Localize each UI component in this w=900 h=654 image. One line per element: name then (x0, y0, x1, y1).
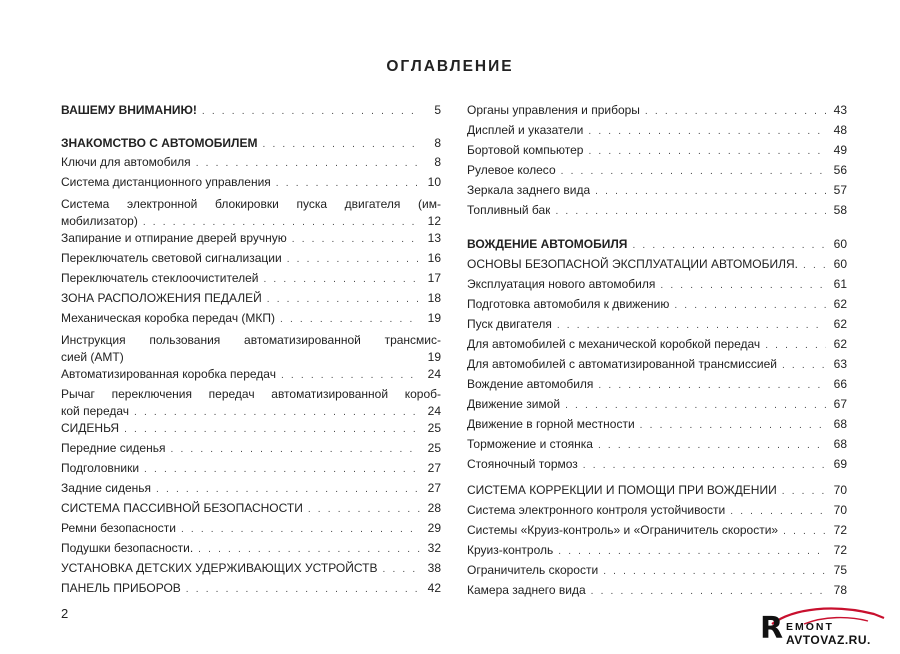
dot-leader (558, 543, 826, 560)
logo-text-top: EMONT (786, 621, 834, 633)
toc-entry-page: 66 (833, 377, 847, 391)
toc-entry-text: ОСНОВЫ БЕЗОПАСНОЙ ЭКСПЛУАТАЦИИ АВТОМОБИЛЯ. (467, 257, 798, 271)
toc-entry-page: 70 (833, 483, 847, 497)
toc-entry-page: 17 (427, 271, 441, 285)
toc-entry-page: 18 (427, 291, 441, 305)
toc-entry[interactable] (467, 316, 847, 334)
dot-leader (267, 291, 420, 308)
dot-leader (276, 175, 420, 192)
toc-entry[interactable] (467, 296, 847, 314)
toc-entry-text: ВОЖДЕНИЕ АВТОМОБИЛЯ (467, 237, 628, 251)
toc-entry-page: 42 (427, 581, 441, 595)
toc-entry-page: 68 (833, 437, 847, 451)
toc-entry-text: Топливный бак (467, 203, 551, 217)
watermark-logo (760, 604, 890, 650)
toc-entry-text: Движение в горной местности (467, 417, 635, 431)
toc-entry[interactable] (467, 182, 847, 200)
toc-entry-text: Бортовой компьютер (467, 143, 584, 157)
toc-entry[interactable] (61, 580, 441, 598)
toc-entry-text: Переключатель стеклоочистителей (61, 271, 259, 285)
toc-entry[interactable] (61, 480, 441, 498)
dot-leader (262, 136, 420, 153)
toc-entry[interactable] (467, 122, 847, 140)
toc-entry-page: 68 (833, 417, 847, 431)
dot-leader (263, 271, 420, 288)
dot-leader (292, 231, 420, 248)
toc-entry[interactable] (467, 396, 847, 414)
dot-leader (603, 563, 826, 580)
toc-entry[interactable] (61, 102, 441, 120)
toc-entry-page: 16 (427, 251, 441, 265)
toc-entry[interactable] (467, 356, 847, 374)
toc-entry-page: 29 (427, 521, 441, 535)
toc-entry-text: Ключи для автомобиля (61, 155, 191, 169)
dot-leader (765, 337, 826, 354)
toc-entry[interactable] (61, 270, 441, 288)
toc-entry-page: 61 (833, 277, 847, 291)
toc-entry-text: Механическая коробка передач (МКП) (61, 311, 276, 325)
toc-entry-page: 62 (833, 337, 847, 351)
toc-entry[interactable] (61, 540, 441, 558)
toc-entry[interactable] (467, 456, 847, 474)
toc-entry-text-line1: Инструкция пользования автоматизированной трансмис- (61, 333, 441, 347)
toc-entry-page: 19 (427, 311, 441, 325)
toc-entry[interactable] (61, 440, 441, 458)
dot-leader (591, 583, 826, 600)
dot-leader (170, 441, 420, 458)
toc-entry[interactable] (467, 482, 847, 500)
dot-leader (730, 503, 826, 520)
page-title: ОГЛАВЛЕНИЕ (386, 58, 514, 75)
dot-leader (557, 317, 826, 334)
dot-leader (144, 461, 420, 478)
toc-entry-text: Передние сиденья (61, 441, 166, 455)
toc-entry-text: Переключатель световой сигнализации (61, 251, 282, 265)
toc-entry-page: 60 (833, 257, 847, 271)
toc-entry[interactable] (61, 420, 441, 438)
toc-entry-text: ПАНЕЛЬ ПРИБОРОВ (61, 581, 181, 595)
toc-entry[interactable] (467, 542, 847, 560)
dot-leader (124, 421, 420, 438)
toc-entry[interactable] (61, 460, 441, 478)
toc-entry[interactable] (467, 162, 847, 180)
toc-entry-page: 8 (434, 136, 441, 150)
toc-entry[interactable] (467, 142, 847, 160)
toc-entry[interactable] (61, 332, 441, 367)
toc-entry-page: 75 (833, 563, 847, 577)
toc-entry-text: Органы управления и приборы (467, 103, 640, 117)
toc-entry-page: 25 (427, 421, 441, 435)
toc-entry-text: Автоматизированная коробка передач (61, 367, 276, 381)
toc-entry-text: Стояночный тормоз (467, 457, 578, 471)
toc-entry-text: Задние сиденья (61, 481, 152, 495)
toc-entry-text: Камера заднего вида (467, 583, 586, 597)
toc-entry-text: Системы «Круиз-контроль» и «Ограничитель скорости» (467, 523, 779, 537)
dot-leader (640, 417, 826, 434)
toc-entry-text: Эксплуатация нового автомобиля (467, 277, 656, 291)
toc-entry[interactable] (61, 290, 441, 308)
toc-entry[interactable] (61, 154, 441, 172)
dot-leader (674, 297, 826, 314)
dot-leader (181, 521, 420, 538)
toc-entry[interactable] (61, 520, 441, 538)
toc-entry-text: ВАШЕМУ ВНИМАНИЮ! (61, 103, 197, 117)
toc-entry-page: 13 (427, 231, 441, 245)
dot-leader (555, 203, 826, 220)
toc-entry-page: 43 (833, 103, 847, 117)
toc-entry-text: Вождение автомобиля (467, 377, 594, 391)
toc-entry[interactable] (467, 582, 847, 600)
toc-entry-page: 48 (833, 123, 847, 137)
dot-leader (143, 214, 420, 231)
dot-leader (156, 481, 420, 498)
toc-entry-page: 62 (833, 297, 847, 311)
toc-entry-page: 27 (427, 461, 441, 475)
dot-leader (588, 123, 826, 140)
dot-leader (595, 183, 826, 200)
toc-entry-text: Дисплей и указатели (467, 123, 584, 137)
dot-leader (383, 561, 421, 578)
toc-entry-text: Ремни безопасности (61, 521, 176, 535)
dot-leader (782, 483, 826, 500)
dot-leader (598, 437, 826, 454)
toc-entry[interactable] (61, 135, 441, 153)
toc-entry-text: Ограничитель скорости (467, 563, 599, 577)
toc-entry-page: 28 (427, 501, 441, 515)
toc-entry-text: ЗОНА РАСПОЛОЖЕНИЯ ПЕДАЛЕЙ (61, 291, 262, 305)
toc-entry-text: Круиз-контроль (467, 543, 554, 557)
toc-entry[interactable] (61, 230, 441, 248)
toc-entry[interactable] (467, 436, 847, 454)
toc-entry-text: СИСТЕМА КОРРЕКЦИИ И ПОМОЩИ ПРИ ВОЖДЕНИИ (467, 483, 777, 497)
dot-leader (632, 237, 826, 254)
toc-entry[interactable] (467, 336, 847, 354)
toc-entry-page: 49 (833, 143, 847, 157)
toc-entry[interactable] (61, 196, 441, 231)
toc-entry-page: 25 (427, 441, 441, 455)
toc-entry-page: 24 (427, 404, 441, 418)
toc-entry-text: СИСТЕМА ПАССИВНОЙ БЕЗОПАСНОСТИ (61, 501, 303, 515)
dot-leader (287, 251, 420, 268)
toc-entry[interactable] (467, 276, 847, 294)
toc-entry-text: Подушки безопасности. (61, 541, 194, 555)
toc-entry-page: 8 (434, 155, 441, 169)
toc-entry[interactable] (467, 562, 847, 580)
toc-entry[interactable] (61, 310, 441, 328)
toc-entry-text: Зеркала заднего вида (467, 183, 591, 197)
logo-letter: R (760, 611, 784, 646)
toc-entry[interactable] (61, 500, 441, 518)
toc-entry-text: Пуск двигателя (467, 317, 552, 331)
toc-entry[interactable] (61, 386, 441, 421)
toc-entry[interactable] (467, 416, 847, 434)
toc-entry[interactable] (61, 174, 441, 192)
toc-entry-page: 57 (833, 183, 847, 197)
toc-entry-text: Подголовники (61, 461, 140, 475)
toc-entry-text: Для автомобилей с автоматизированной трансмиссией (467, 357, 777, 371)
toc-entry-text: Запирание и отпирание дверей вручную (61, 231, 287, 245)
toc-entry-page: 58 (833, 203, 847, 217)
toc-entry[interactable] (467, 522, 847, 540)
toc-entry-text: СИДЕНЬЯ (61, 421, 120, 435)
toc-entry-text: Система дистанционного управления (61, 175, 271, 189)
toc-entry-page: 56 (833, 163, 847, 177)
dot-leader (281, 367, 420, 384)
dot-leader (202, 103, 420, 120)
toc-entry-page: 24 (427, 367, 441, 381)
dot-leader (598, 377, 826, 394)
toc-entry-page: 62 (833, 317, 847, 331)
toc-entry-page: 10 (427, 175, 441, 189)
toc-entry-page: 70 (833, 503, 847, 517)
dot-leader (583, 457, 826, 474)
logo-text-bottom: AVTOVAZ.RU. (786, 633, 871, 647)
toc-entry-text: мобилизатор) (61, 214, 138, 228)
dot-leader (308, 501, 420, 518)
dot-leader (561, 163, 826, 180)
toc-entry-text: Рулевое колесо (467, 163, 556, 177)
toc-entry[interactable] (61, 560, 441, 578)
toc-entry-page: 38 (427, 561, 441, 575)
toc-entry-page: 5 (434, 103, 441, 117)
toc-entry-text: Подготовка автомобиля к движению (467, 297, 670, 311)
toc-entry[interactable] (467, 102, 847, 120)
dot-leader (803, 257, 826, 274)
page-number: 2 (61, 606, 69, 621)
dot-leader (280, 311, 420, 328)
toc-entry[interactable] (467, 236, 847, 254)
toc-entry-text: УСТАНОВКА ДЕТСКИХ УДЕРЖИВАЮЩИХ УСТРОЙСТВ (61, 561, 378, 575)
dot-leader (588, 143, 826, 160)
dot-leader (196, 155, 420, 172)
toc-entry-page: 63 (833, 357, 847, 371)
toc-entry[interactable] (61, 366, 441, 384)
toc-entry-text-line1: Система электронной блокировки пуска двигателя (им- (61, 197, 441, 211)
dot-leader (645, 103, 826, 120)
toc-entry-text: сией (АМТ) (61, 350, 124, 364)
dot-leader (186, 581, 420, 598)
toc-entry-page: 78 (833, 583, 847, 597)
dot-leader (134, 404, 420, 421)
toc-entry-page: 27 (427, 481, 441, 495)
toc-entry-page: 72 (833, 523, 847, 537)
toc-entry-text: кой передач (61, 404, 130, 418)
toc-entry-page: 60 (833, 237, 847, 251)
toc-entry[interactable] (61, 250, 441, 268)
toc-entry-text: Система электронного контроля устойчивости (467, 503, 726, 517)
toc-entry[interactable] (467, 502, 847, 520)
toc-entry-text: Торможение и стоянка (467, 437, 593, 451)
toc-entry-page: 72 (833, 543, 847, 557)
dot-leader (782, 357, 826, 374)
toc-entry-text: Движение зимой (467, 397, 561, 411)
toc-entry[interactable] (467, 202, 847, 220)
toc-entry-text: Для автомобилей с механической коробкой передач (467, 337, 761, 351)
toc-entry[interactable] (467, 256, 847, 274)
dot-leader (660, 277, 826, 294)
toc-entry-page: 19 (427, 350, 441, 364)
toc-entry-page: 32 (427, 541, 441, 555)
toc-entry-page: 67 (833, 397, 847, 411)
toc-entry-page: 12 (427, 214, 441, 228)
dot-leader (565, 397, 826, 414)
dot-leader (198, 541, 420, 558)
dot-leader (783, 523, 826, 540)
toc-entry-text: ЗНАКОМСТВО С АВТОМОБИЛЕМ (61, 136, 258, 150)
toc-entry[interactable] (467, 376, 847, 394)
toc-entry-page: 69 (833, 457, 847, 471)
toc-entry-text-line1: Рычаг переключения передач автоматизированной короб- (61, 387, 441, 401)
